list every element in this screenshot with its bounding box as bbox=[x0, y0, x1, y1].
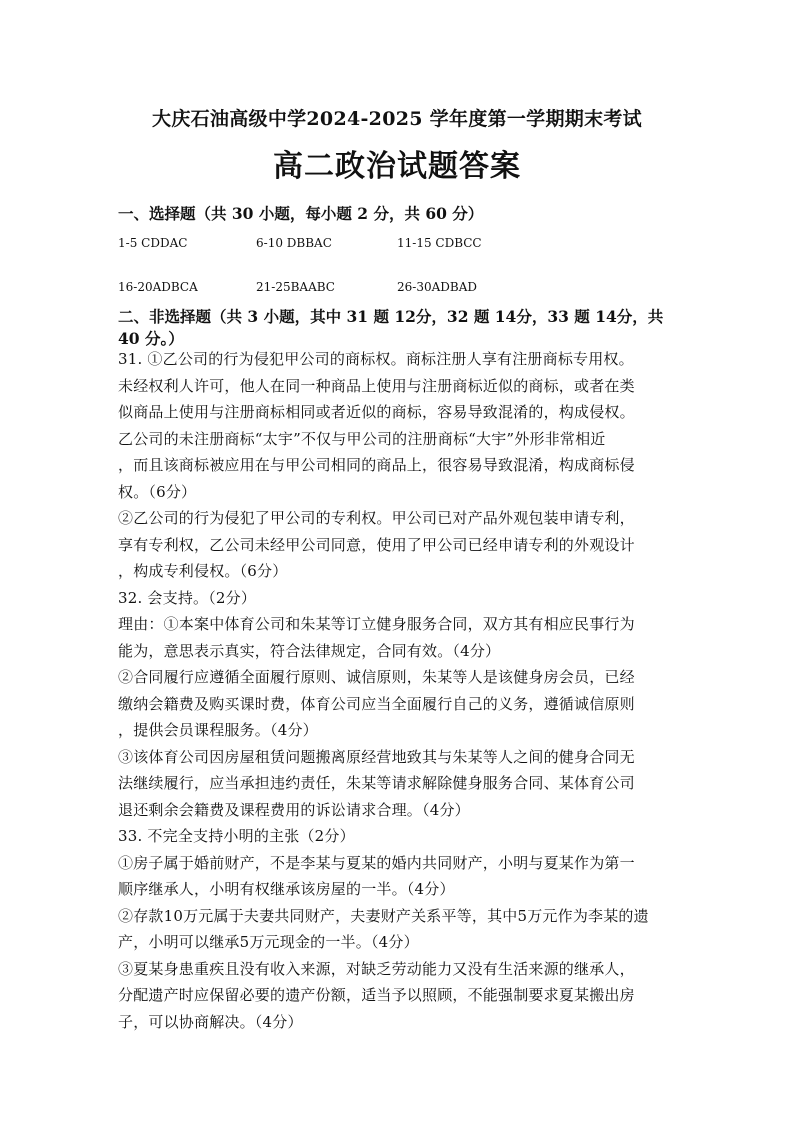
answer-line: 似商品上使用与注册商标相同或者近似的商标，容易导致混淆的，构成侵权。 bbox=[118, 403, 635, 421]
answer-line: ，而且该商标被应用在与甲公司相同的商品上，很容易导致混淆，构成商标侵 bbox=[118, 456, 635, 474]
answer-group: 1-5 CDDAC bbox=[118, 236, 188, 250]
section-2-heading: 二、非选择题（共 3 小题，其中 31 题 12分，32 题 14分，33 题 14分，共 40 分。） bbox=[118, 307, 664, 348]
answer-line: ③夏某身患重疾且没有收入来源，对缺乏劳动能力又没有生活来源的继承人， bbox=[118, 959, 635, 978]
answer-line: 退还剩余会籍费及课程费用的诉讼请求合理。（4分） bbox=[118, 800, 470, 819]
answer-line: ②合同履行应遵循全面履行原则、诚信原则，朱某等人是该健身房会员，已经 bbox=[118, 668, 635, 686]
answer-line: 享有专利权，乙公司未经甲公司同意，使用了甲公司已经申请专利的外观设计 bbox=[118, 535, 635, 554]
answer-line: 缴纳会籍费及购买课时费，体育公司应当全面履行自己的义务，遵循诚信原则 bbox=[118, 694, 635, 713]
answer-line: ②存款10万元属于夫妻共同财产，夫妻财产关系平等，其中5万元作为李某的遗 bbox=[118, 906, 649, 925]
answer-line: 乙公司的未注册商标“太宇”不仅与甲公司的注册商标“大宇”外形非常相近 bbox=[118, 429, 606, 448]
section-2-answers bbox=[118, 346, 678, 1035]
exam-title: 大庆石油高级中学2024-2025 学年度第一学期期末考试 bbox=[152, 108, 642, 130]
answer-group: 21-25BAABC bbox=[256, 280, 335, 294]
answer-line: 33. 不完全支持小明的主张（2分） bbox=[118, 827, 355, 845]
answer-line: 顺序继承人，小明有权继承该房屋的一半。（4分） bbox=[118, 880, 455, 898]
answer-line: 权。（6分） bbox=[118, 482, 197, 501]
answer-group: 6-10 DBBAC bbox=[256, 236, 332, 250]
answer-group: 11-15 CDBCC bbox=[397, 236, 482, 250]
answer-line: 32. 会支持。（2分） bbox=[118, 588, 257, 607]
answer-group: 26-30ADBAD bbox=[397, 280, 477, 294]
answer-line: 产，小明可以继承5万元现金的一半。（4分） bbox=[118, 933, 419, 951]
answer-line: 未经权利人许可，他人在同一种商品上使用与注册商标近似的商标，或者在类 bbox=[118, 376, 635, 395]
answer-line: 子，可以协商解决。（4分） bbox=[118, 1012, 303, 1031]
page-title: 高二政治试题答案 bbox=[273, 149, 521, 184]
answer-group: 16-20ADBCA bbox=[118, 280, 198, 294]
answer-line: 分配遗产时应保留必要的遗产份额，适当予以照顾，不能强制要求夏某搬出房 bbox=[118, 986, 635, 1004]
answer-line: ，构成专利侵权。（6分） bbox=[118, 562, 288, 580]
section-1-heading: 一、选择题（共 30 小题，每小题 2 分，共 60 分） bbox=[118, 204, 484, 223]
answer-line: ①房子属于婚前财产，不是李某与夏某的婚内共同财产，小明与夏某作为第一 bbox=[118, 853, 635, 872]
answer-line: 理由：①本案中体育公司和朱某等订立健身服务合同，双方其有相应民事行为 bbox=[118, 615, 635, 633]
answer-line: 31. ①乙公司的行为侵犯甲公司的商标权。商标注册人享有注册商标专用权。 bbox=[118, 350, 634, 368]
answer-line: 法继续履行，应当承担违约责任，朱某等请求解除健身服务合同、某体育公司 bbox=[118, 774, 635, 792]
answer-line: ，提供会员课程服务。（4分） bbox=[118, 721, 318, 739]
answer-line: ②乙公司的行为侵犯了甲公司的专利权。甲公司已对产品外观包装申请专利， bbox=[118, 509, 635, 527]
answer-line: 能为，意思表示真实，符合法律规定，合同有效。（4分） bbox=[118, 641, 501, 660]
answer-line: ③该体育公司因房屋租赁问题搬离原经营地致其与朱某等人之间的健身合同无 bbox=[118, 747, 635, 766]
